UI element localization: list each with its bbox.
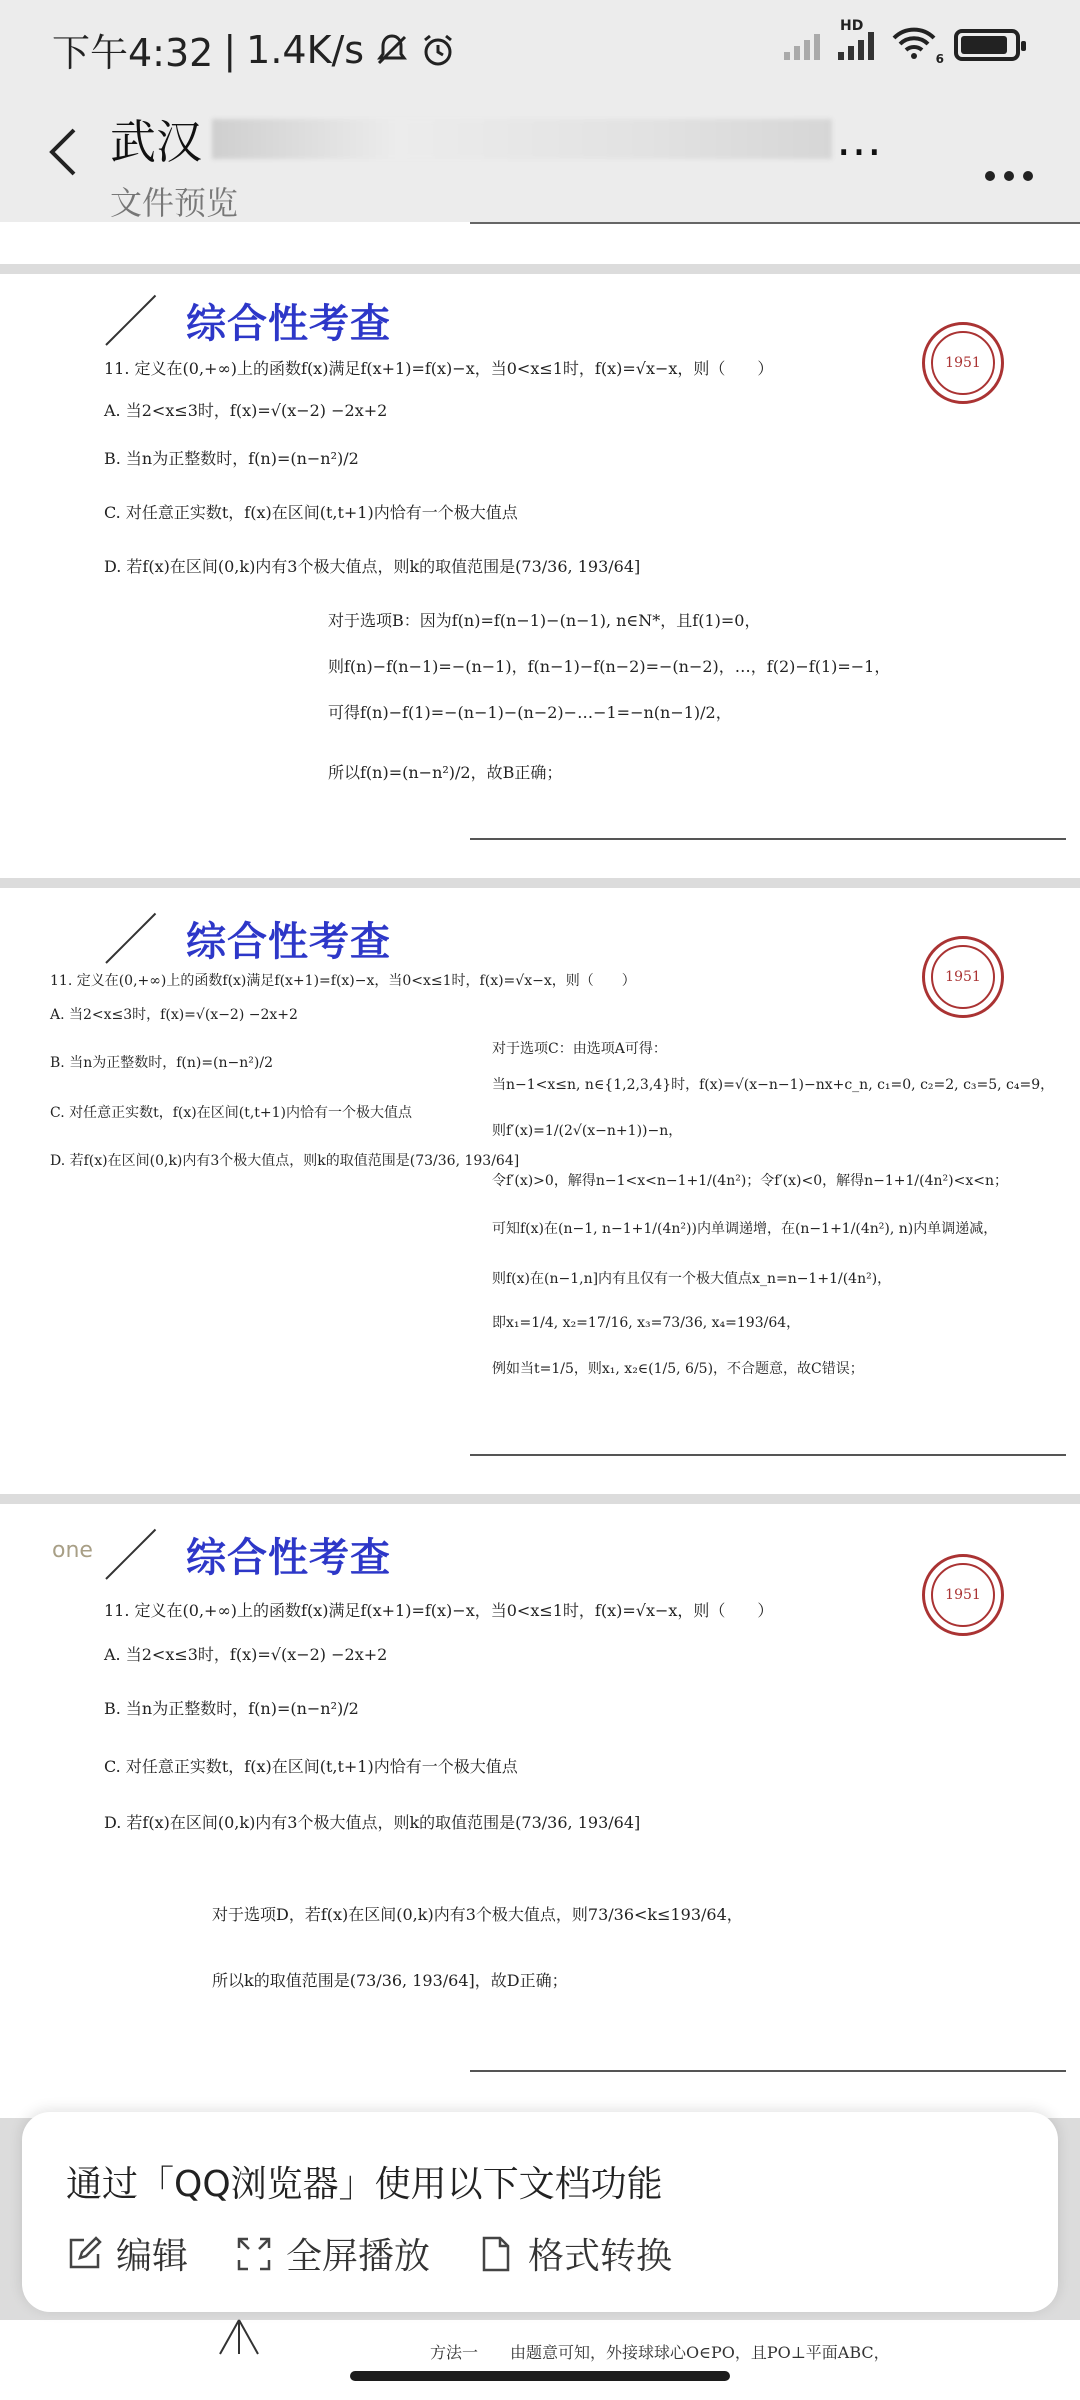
section-header (106, 910, 391, 967)
status-right (784, 18, 1020, 66)
section-title: 综合性考查 (186, 919, 391, 965)
alarm-icon (420, 32, 456, 68)
solution-b-line-2: 则f(n)−f(n−1)=−(n−1)，f(n−1)−f(n−2)=−(n−2)，…，f(2)−f(1)=−1， (328, 657, 891, 676)
solution-b-line-3: 可得f(n)−f(1)=−(n−1)−(n−2)−…−1=−n(n−1)/2， (328, 703, 732, 722)
page-1 (0, 274, 1080, 878)
title-block (110, 106, 910, 224)
solution-d-line-2: 所以k的取值范围是(73/36, 193/64]，故D正确； (212, 1971, 568, 1990)
pyramid-figure (214, 2314, 264, 2354)
solution-c-line-1: 对于选项C：由选项A可得： (492, 1041, 667, 1057)
university-seal (922, 322, 1004, 404)
option-a: A. 当2<x≤3时，f(x)=√(x−2) −2x+2 (104, 401, 388, 420)
page-rule (470, 222, 1080, 224)
solution-c-line-8: 例如当t=1/5，则x₁, x₂∈(1/5, 6/5)，不合题意，故C错误； (492, 1361, 864, 1377)
hd-badge: HD (840, 18, 864, 34)
back-button[interactable] (32, 122, 92, 182)
fullscreen-icon (236, 2236, 272, 2272)
solution-c-line-2: 当n−1<x≤n, n∈{1,2,3,4}时，f(x)=√(x−n−1)−nx+c_n, c₁=0, c₂=2, c₃=5, c₄=9， (492, 1077, 1055, 1093)
seal-text: 1951 (945, 355, 981, 371)
problem-stem: 11. 定义在(0,+∞)上的函数f(x)满足f(x+1)=f(x)−x，当0<x≤1时，f(x)=√x−x，则（ ） (50, 973, 636, 989)
option-d: D. 若f(x)在区间(0,k)内有3个极大值点，则k的取值范围是(73/36, 193/64] (50, 1153, 520, 1169)
option-b: B. 当n为正整数时，f(n)=(n−n²)/2 (50, 1055, 273, 1071)
page-fragment-top (0, 222, 1080, 264)
doc-title-start: 武汉 (110, 115, 202, 169)
status-speed: 1.4K/s (246, 27, 365, 72)
option-a: A. 当2<x≤3时，f(x)=√(x−2) −2x+2 (104, 1645, 388, 1664)
more-dots-icon (984, 170, 1034, 182)
option-b: B. 当n为正整数时，f(n)=(n−n²)/2 (104, 1699, 359, 1718)
solution-b-line-1: 对于选项B：因为f(n)=f(n−1)−(n−1), n∈N*，且f(1)=0， (328, 611, 761, 630)
solution-c-line-3: 则f′(x)=1/(2√(x−n+1))−n， (492, 1123, 683, 1139)
solution-c-line-6: 则f(x)在(n−1,n]内有且仅有一个极大值点x_n=n−1+1/(4n²)， (492, 1271, 892, 1287)
solution-c-line-4: 令f′(x)>0，解得n−1<x<n−1+1/(4n²)；令f′(x)<0，解得n−1+1/(4n²)<x<n； (492, 1173, 1008, 1189)
page-3 (0, 1504, 1080, 2118)
status-bar (0, 0, 1080, 92)
status-time: 下午4:32 (52, 31, 214, 75)
section-title: 综合性考查 (186, 301, 391, 347)
solution-d-line-1: 对于选项D，若f(x)在区间(0,k)内有3个极大值点，则73/36<k≤193/64， (212, 1905, 743, 1924)
slash-mark (106, 294, 160, 348)
fullscreen-button[interactable] (236, 2228, 430, 2279)
doc-subtitle: 文件预览 (110, 184, 239, 222)
section-header (106, 292, 391, 349)
doc-title-end: … (836, 112, 882, 166)
option-c: C. 对任意正实数t，f(x)在区间(t,t+1)内恰有一个极大值点 (104, 1757, 518, 1776)
option-b: B. 当n为正整数时，f(n)=(n−n²)/2 (104, 449, 359, 468)
solution-b-line-4: 所以f(n)=(n−n²)/2，故B正确； (328, 763, 563, 782)
sheet-actions (66, 2228, 672, 2279)
page-rule (470, 2070, 1066, 2072)
edit-icon (66, 2236, 102, 2272)
more-options-button[interactable] (984, 142, 1034, 193)
wifi-sub: 6 (935, 52, 944, 66)
sheet-title: 通过「QQ浏览器」使用以下文档功能 (66, 2164, 663, 2205)
fullscreen-label: 全屏播放 (286, 2236, 431, 2277)
problem-stem: 11. 定义在(0,+∞)上的函数f(x)满足f(x+1)=f(x)−x，当0<x≤1时，f(x)=√x−x，则（ ） (104, 359, 774, 378)
page-rule (470, 1454, 1066, 1456)
status-divider: | (223, 27, 237, 72)
signal-icon-sim2 (838, 18, 874, 60)
section-title: 综合性考查 (186, 1535, 391, 1581)
problem-stem: 11. 定义在(0,+∞)上的函数f(x)满足f(x+1)=f(x)−x，当0<x≤1时，f(x)=√x−x，则（ ） (104, 1601, 774, 1620)
wifi-icon (892, 26, 944, 66)
option-c: C. 对任意正实数t，f(x)在区间(t,t+1)内恰有一个极大值点 (50, 1105, 413, 1121)
signal-icon-sim1 (784, 30, 820, 60)
university-seal (922, 1554, 1004, 1636)
format-convert-label: 格式转换 (528, 2236, 673, 2277)
status-left (52, 22, 456, 77)
home-indicator[interactable] (350, 2371, 730, 2381)
chevron-left-icon (46, 126, 78, 178)
seal-text: 1951 (945, 1587, 981, 1603)
title-redaction (212, 119, 832, 159)
doc-title (110, 106, 910, 172)
seal-text: 1951 (945, 969, 981, 985)
format-convert-button[interactable] (478, 2228, 672, 2279)
mute-bell-icon (374, 32, 410, 68)
slash-mark (106, 1528, 160, 1582)
page-rule (470, 838, 1066, 840)
option-d: D. 若f(x)在区间(0,k)内有3个极大值点，则k的取值范围是(73/36, 193/64] (104, 557, 641, 576)
edit-button[interactable] (66, 2228, 188, 2279)
edit-label: 编辑 (116, 2236, 189, 2277)
solution-c-line-7: 即x₁=1/4, x₂=17/16, x₃=73/36, x₄=193/64， (492, 1315, 801, 1331)
next-page-text: 方法一 由题意可知，外接球球心O∈PO，且PO⊥平面ABC， (430, 2343, 890, 2362)
battery-icon (954, 29, 1020, 61)
watermark-text: one (52, 1538, 93, 1563)
document-icon (478, 2236, 514, 2272)
section-header (106, 1526, 391, 1583)
app-header (0, 92, 1080, 222)
option-a: A. 当2<x≤3时，f(x)=√(x−2) −2x+2 (50, 1007, 298, 1023)
document-actions-sheet (22, 2112, 1058, 2312)
slash-mark (106, 912, 160, 966)
solution-c-line-5: 可知f(x)在(n−1, n−1+1/(4n²))内单调递增，在(n−1+1/(4n²), n)内单调递减， (492, 1221, 998, 1237)
page-2 (0, 888, 1080, 1494)
option-d: D. 若f(x)在区间(0,k)内有3个极大值点，则k的取值范围是(73/36, 193/64] (104, 1813, 641, 1832)
option-c: C. 对任意正实数t，f(x)在区间(t,t+1)内恰有一个极大值点 (104, 503, 518, 522)
university-seal (922, 936, 1004, 1018)
